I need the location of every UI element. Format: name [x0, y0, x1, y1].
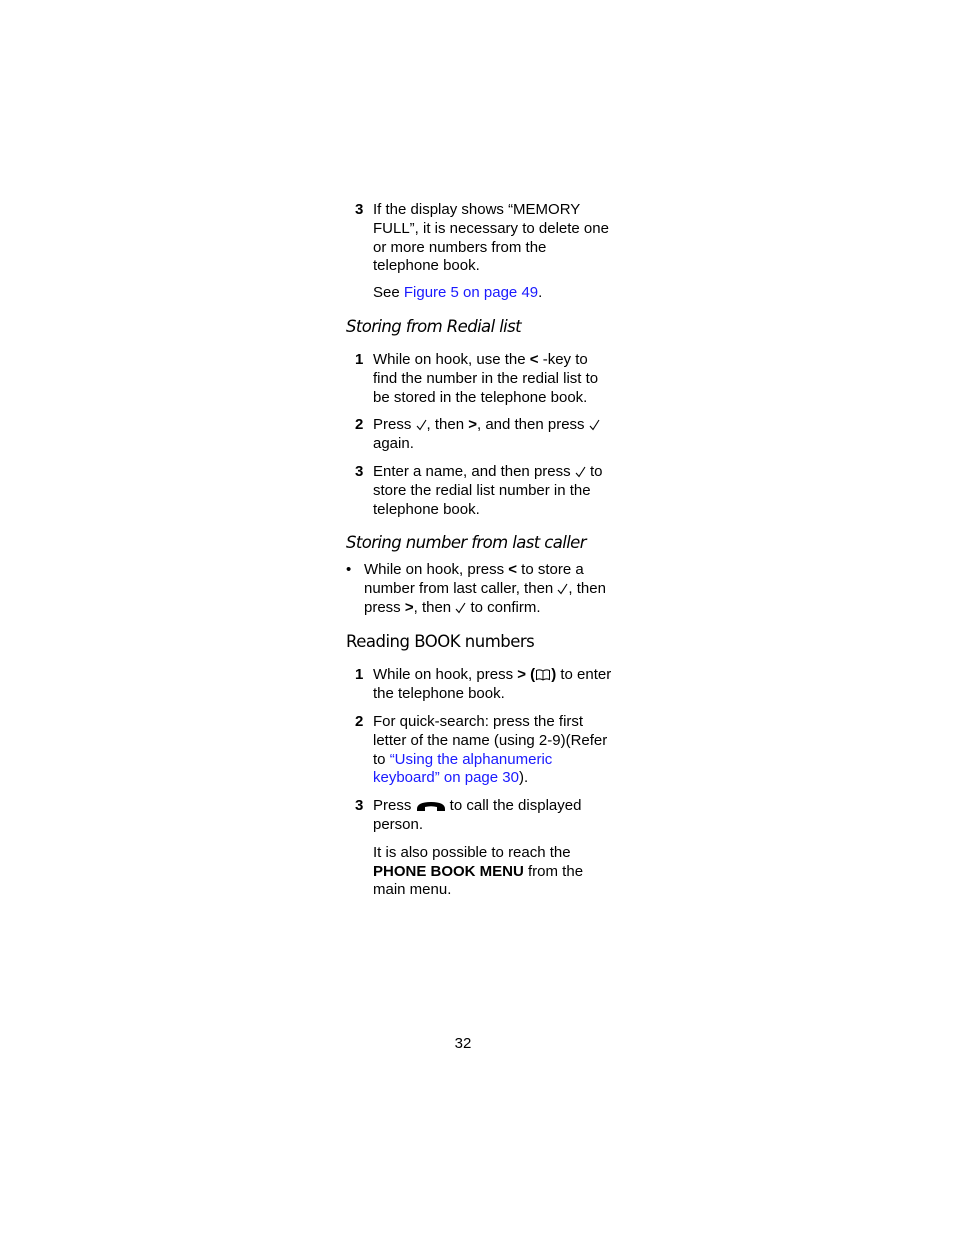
left-key: <: [508, 561, 518, 579]
step-text: If the display shows “MEMORY FULL”, it is necessary to delete one or more numbers from the telephone book.: [373, 201, 609, 275]
page-number: 32: [454, 1035, 472, 1052]
phone-book-menu-note: [346, 844, 616, 900]
step-text: to store the redial list number in the telephone book.: [373, 462, 603, 518]
reading-step-3: [346, 797, 616, 835]
step-number: 2: [355, 416, 364, 434]
right-key: > (: [517, 666, 536, 684]
step-text: While on hook, press: [373, 666, 518, 684]
left-key: <: [529, 350, 539, 368]
book-icon: [535, 668, 551, 681]
step-text: again.: [373, 435, 414, 453]
check-icon: [575, 466, 586, 478]
step-text: While on hook, use the: [373, 350, 530, 368]
redial-heading: Storing from Redial list: [346, 316, 522, 336]
bullet-glyph: •: [346, 561, 352, 579]
bullet-text: to store a number from last caller, then: [364, 561, 584, 598]
redial-step-2: [346, 416, 616, 454]
keyboard-link[interactable]: “Using the alphanumeric keyboard” on page 30: [373, 750, 553, 787]
step-number: 1: [355, 350, 364, 368]
step-number: 3: [355, 201, 364, 218]
step-number: 3: [355, 462, 364, 480]
step-text: , and then press: [476, 416, 589, 434]
see-figure-note: [346, 284, 616, 303]
see-prefix: See: [373, 284, 404, 302]
step-text: ).: [518, 769, 529, 787]
step-text: -key to find the number in the redial list to be stored in the telephone book.: [373, 350, 599, 406]
bullet-text: , then press: [364, 580, 606, 617]
right-key: >: [404, 599, 414, 617]
reading-step-2: [346, 713, 616, 788]
step-text: to call the displayed person.: [373, 797, 582, 833]
check-icon: [416, 419, 427, 431]
reading-heading: Reading BOOK numbers: [346, 632, 535, 652]
bullet-text: , then: [413, 599, 456, 617]
figure-link[interactable]: Figure 5 on page 49: [403, 284, 539, 302]
redial-step-3: [346, 463, 616, 519]
bullet-text: to confirm.: [466, 599, 541, 617]
last-caller-bullet: [346, 560, 616, 617]
check-icon: [455, 602, 466, 614]
last-caller-heading: Storing number from last caller: [346, 533, 586, 553]
step-text: Enter a name, and then press: [373, 462, 575, 480]
step-number: 2: [355, 712, 364, 730]
step-text: Press: [373, 797, 416, 815]
redial-step-1: [346, 351, 616, 407]
key-paren: ): [551, 666, 557, 684]
check-icon: [557, 583, 568, 595]
memory-full-step: [346, 201, 616, 276]
bullet-text: While on hook, press: [364, 561, 509, 579]
step-number: 3: [355, 797, 364, 815]
right-key: >: [468, 416, 477, 434]
step-text: to enter the telephone book.: [373, 666, 612, 703]
reading-step-1: [346, 666, 616, 704]
see-suffix: .: [538, 284, 543, 302]
check-icon: [589, 419, 600, 431]
step-text: Press: [373, 416, 416, 434]
step-number: 1: [355, 666, 364, 684]
phone-book-menu-label: PHONE BOOK MENU: [373, 862, 524, 880]
step-text: , then: [426, 416, 469, 434]
page-body: [346, 201, 616, 900]
note-text: It is also possible to reach the: [373, 843, 571, 861]
step-text: For quick-search: press the first letter of the name (using 2-9)(Refer to: [373, 712, 608, 768]
note-text: from the main menu.: [373, 862, 584, 899]
handset-icon: [416, 800, 446, 812]
